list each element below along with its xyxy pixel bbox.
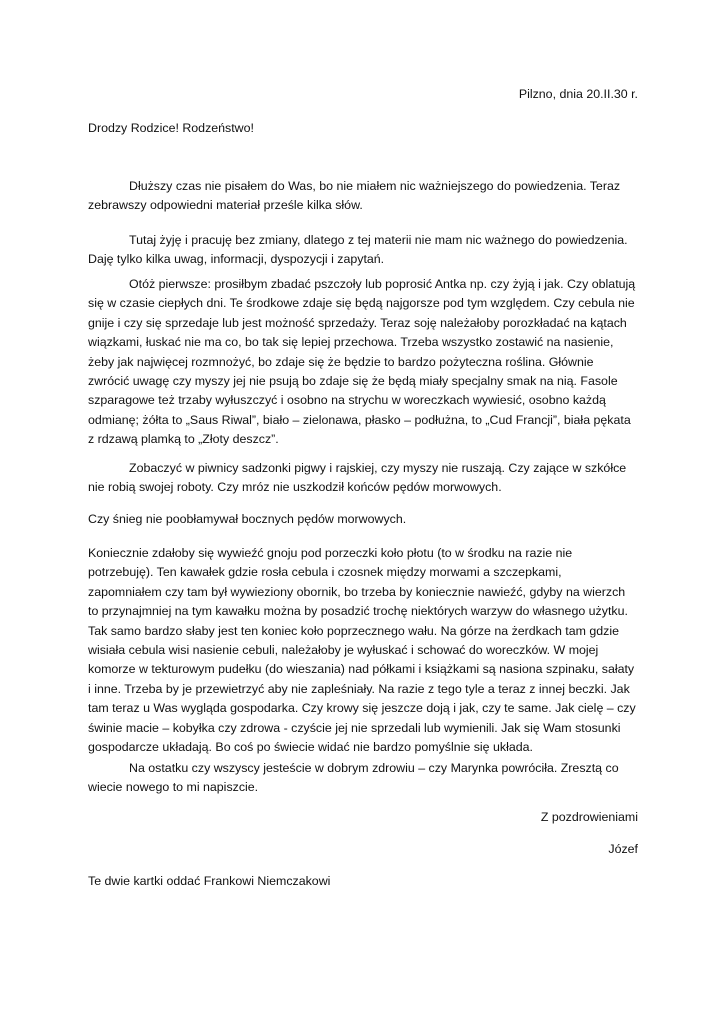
letter-postscript: Te dwie kartki oddać Frankowi Niemczakowi	[88, 874, 331, 888]
letter-date: Pilzno, dnia 20.II.30 r.	[518, 87, 638, 101]
letter-signature: Józef	[608, 842, 638, 856]
letter-closing: Z pozdrowieniami	[540, 810, 638, 824]
paragraph-4: Zobaczyć w piwnicy sadzonki pigwy i rajskiej, czy myszy nie ruszają. Czy zające w szkółce nie robią swojej roboty. Czy mróz nie uszkodził końców pędów morwowych.	[88, 461, 627, 495]
paragraph-3: Otóż pierwsze: prosiłbym zbadać pszczoły lub poprosić Antka np. czy żyją i jak. Czy oblatują się w czasie ciepłych dni. Te środkowe zdaje się będą najgorsze pod tym względem. Czy cebula nie gnije i czy się sprzedaje lub jest możność sprzedaży. Teraz soję należałoby porozkładać na kątach wiązkami, łuskać nie ma co, bo tak się lepiej przechowa. Trzeba wszystko zostawić na nasienie, żeby jak najwięcej rozmnożyć, bo zdaje się że będzie to bardzo pożyteczna roślina. Głównie zwrócić uwagę czy myszy jej nie psują bo zdaje się że będą miały specjalny smak na nią. Fasole szparagowe też trzaby wyłuszczyć i osobno na strychu w woreczkach wywiesić, osobno każdą odmianę; żółta to „Saus Riwal”, biało – zielonawa, płasko – podłużna, to „Cud Francji”, biała pękata z rdzawą plamką to „Złoty deszcz”.	[88, 277, 636, 447]
paragraph-1: Dłuższy czas nie pisałem do Was, bo nie miałem nic ważniejszego do powiedzenia. Teraz zebrawszy odpowiedni materiał prześle kilka słów.	[88, 179, 621, 213]
paragraph-5: Czy śnieg nie poobłamywał bocznych pędów morwowych.	[88, 512, 407, 526]
paragraph-6: Koniecznie zdałoby się wywieźć gnoju pod porzeczki koło płotu (to w środku na razie nie potrzebuję). Ten kawałek gdzie rosła cebula i czosnek między morwami a szczepkami, zapomniałem czy tam był wywieziony obornik, bo trzeba by koniecznie nawieźć, gdyby na wierzch to przynajmniej na tym kawałku można by posadzić trochę niektórych warzyw do własnego użytku. Tak samo bardzo słaby jest ten koniec koło poprzecznego wału. Na górze na żerdkach tam gdzie wisiała cebula wisi nasienie cebuli, należałoby je wyłuskać i schować do woreczków. W mojej komorze w tekturowym pudełku (do wieszania) nad półkami i książkami są nasiona szpinaku, sałaty i inne. Trzeba by je przewietrzyć aby nie zapleśniały. Na razie z tego tyle a teraz z innej beczki. Jak tam teraz u Was wygląda gospodarka. Czy krowy się jeszcze doją i jak, czy te same. Jak cielę – czy świnie macie – kobyłka czy zdrowa - czyście jej nie sprzedali lub wymienili. Jak się Wam stosunki gospodarcze układają. Bo coś po świecie widać nie bardzo pomyślnie się układa.	[88, 546, 636, 755]
paragraph-2: Tutaj żyję i pracuję bez zmiany, dlatego z tej materii nie mam nic ważnego do powiedzenia. Daję tylko kilka uwag, informacji, dyspozycji i zapytań.	[88, 233, 628, 267]
letter-greeting: Drodzy Rodzice! Rodzeństwo!	[88, 121, 254, 135]
paragraph-7: Na ostatku czy wszyscy jesteście w dobrym zdrowiu – czy Marynka powróciła. Zresztą co wiecie nowego to mi napiszcie.	[88, 761, 619, 795]
